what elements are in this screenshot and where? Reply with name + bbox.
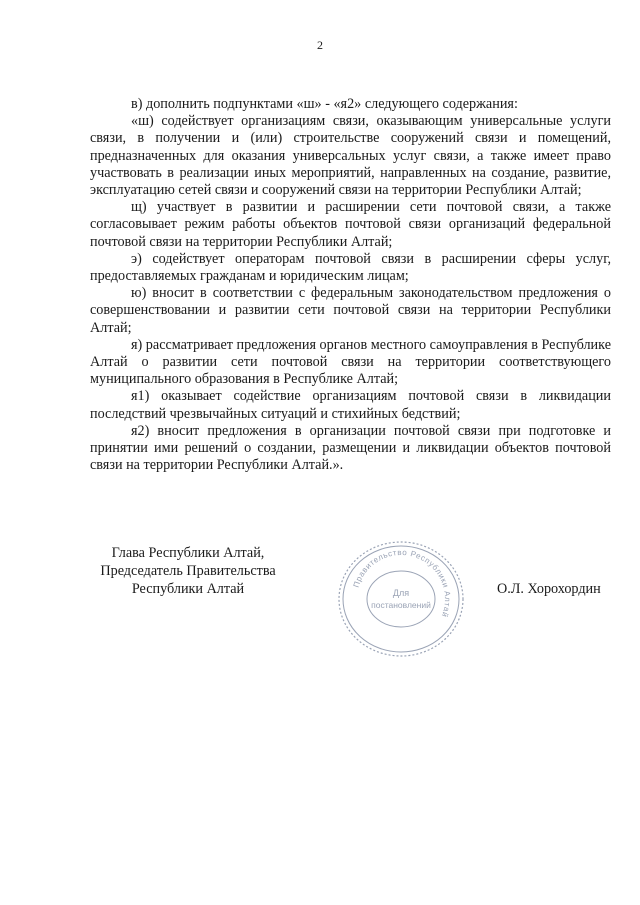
paragraph-ya: я) рассматривает предложения органов местного самоуправления в Республике Алтай о развитии сети почтовой связи на территории соответствующего муниципального образования в Республике Алтай; [90, 336, 611, 388]
paragraph-intro: в) дополнить подпунктами «ш» - «я2» следующего содержания: [131, 96, 518, 112]
stamp-seal-graphic [333, 538, 469, 660]
paragraph-ya2: я2) вносит предложения в организации почтовой связи при подготовке и принятии ими решений о создании, размещении и ликвидации объектов почтовой связи на территории Республики Алтай.». [90, 422, 611, 474]
signatory-title-line: Председатель Правительства [100, 563, 276, 579]
signatory-title-line: Глава Республики Алтай, [111, 545, 265, 561]
official-stamp [333, 538, 469, 660]
signatory-name: О.Л. Хорохордин [497, 581, 601, 597]
stamp-center-line: постановлений [371, 600, 431, 610]
paragraph-ya1: я1) оказывает содействие организациям почтовой связи в ликвидации последствий чрезвычайных ситуаций и стихийных бедствий; [90, 388, 611, 422]
paragraph-sh: «ш) содействует организациям связи, оказывающим универсальные услуги связи, в получении и (или) строительстве сооружений связи и помещений, предназначенных для оказания универсальных услуг связи, а также имеет право участвовать в реализации иных мероприятий, направленных на создание, развитие, эксплуатацию сетей связи и сооружений связи на территории Республики Алтай; [90, 113, 611, 199]
signatory-title-line: Республики Алтай [131, 581, 245, 597]
stamp-center-line: Для [392, 588, 410, 598]
page-number: 2 [317, 38, 323, 52]
stamp-ring-text: Правительство Республики Алтай [351, 547, 453, 619]
document-body [90, 96, 611, 474]
paragraph-e: э) содействует операторам почтовой связи в расширении сферы услуг, предоставляемых гражданам и юридическим лицам; [90, 250, 611, 285]
paragraph-shch: щ) участвует в развитии и расширении сети почтовой связи, а также согласовывает режим работы объектов почтовой связи организаций федеральной почтовой связи на территории Республики Алтай; [90, 199, 611, 250]
paragraph-yu: ю) вносит в соответствии с федеральным законодательством предложения о совершенствовании и развитии сети почтовой связи на территории Республики Алтай; [90, 285, 611, 336]
signatory-title [90, 544, 286, 598]
